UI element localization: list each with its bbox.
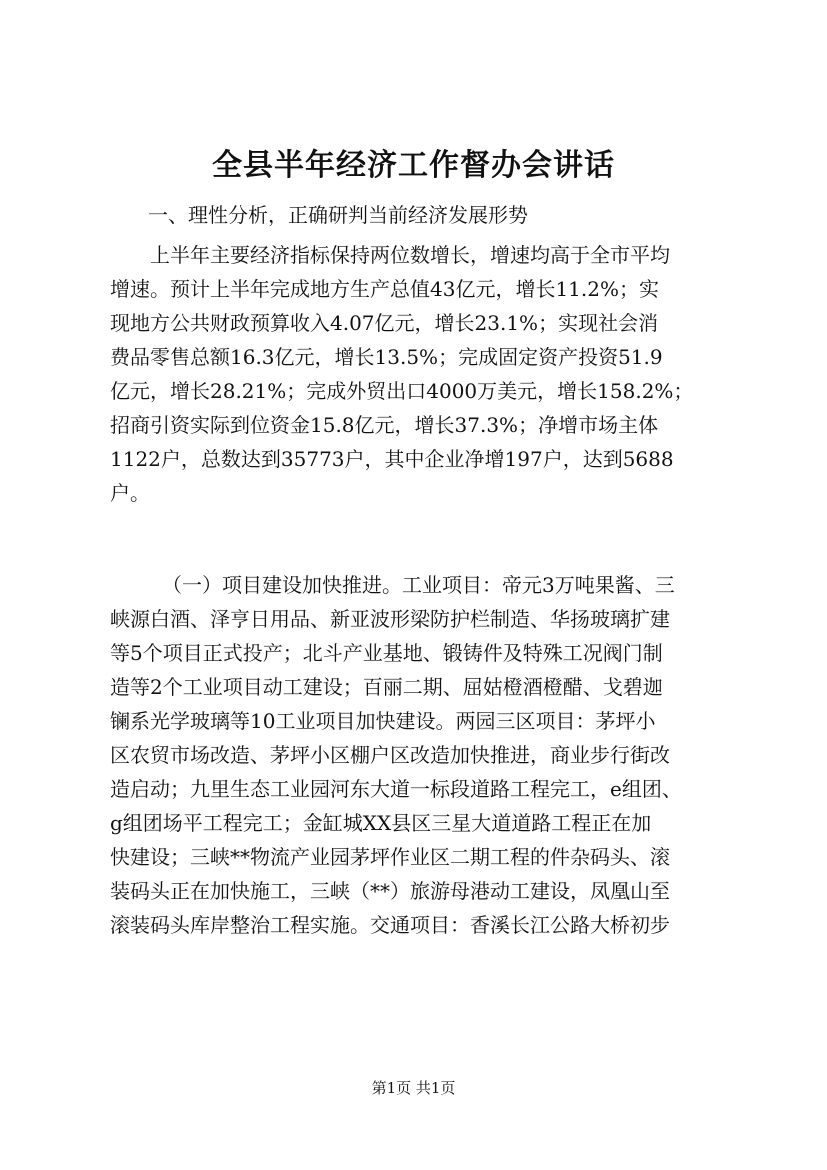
paragraph-economic-indicators [110,238,720,510]
text-line: 造启动；九里生态工业园河东大道一标段道路工程完工，e组团、 [110,777,682,801]
text-line: 上半年主要经济指标保持两位数增长，增速均高于全市平均 [150,243,670,267]
section-heading: 一、理性分析，正确研判当前经济发展形势 [148,203,528,227]
document-title: 全县半年经济工作督办会讲话 [212,148,615,183]
text-line: 镧系光学玻璃等10工业项目加快建设。两园三区项目：茅坪小 [110,709,656,733]
text-line: g组团场平工程完工；金缸城XX县区三星大道道路工程正在加 [110,811,652,835]
text-line: 1122户，总数达到35773户，其中企业净增197户，达到5688 [110,447,674,471]
text-line: 招商引资实际到位资金15.8亿元，增长37.3%；净增市场主体 [110,413,659,437]
text-line: 户。 [110,481,150,505]
text-line: 费品零售总额16.3亿元，增长13.5%；完成固定资产投资51.9 [110,345,663,369]
text-line: 亿元，增长28.21%；完成外贸出口4000万美元，增长158.2%； [110,379,694,403]
text-line: 峡源白酒、泽亨日用品、新亚波形梁防护栏制造、华扬玻璃扩建 [110,607,670,631]
text-line: 装码头正在加快施工，三峡（**）旅游母港动工建设，凤凰山至 [110,879,670,903]
text-line: 造等2个工业项目动工建设；百丽二期、屈姑橙酒橙醋、戈碧迦 [110,675,663,699]
text-line: （一）项目建设加快推进。工业项目：帝元3万吨果酱、三 [162,573,675,597]
text-line: 现地方公共财政预算收入4.07亿元，增长23.1%；实现社会消 [110,311,659,335]
text-line: 等5个项目正式投产；北斗产业基地、锻铸件及特殊工况阀门制 [110,641,663,665]
page-footer: 第1页 共1页 [371,1079,456,1097]
text-line: 增速。预计上半年完成地方生产总值43亿元，增长11.2%；实 [110,277,659,301]
paragraph-project-construction [110,568,720,942]
text-line: 快建设；三峡**物流产业园茅坪作业区二期工程的件杂码头、滚 [110,845,670,869]
text-line: 滚装码头库岸整治工程实施。交通项目：香溪长江公路大桥初步 [110,913,670,937]
text-line: 区农贸市场改造、茅坪小区棚户区改造加快推进，商业步行街改 [110,743,670,767]
